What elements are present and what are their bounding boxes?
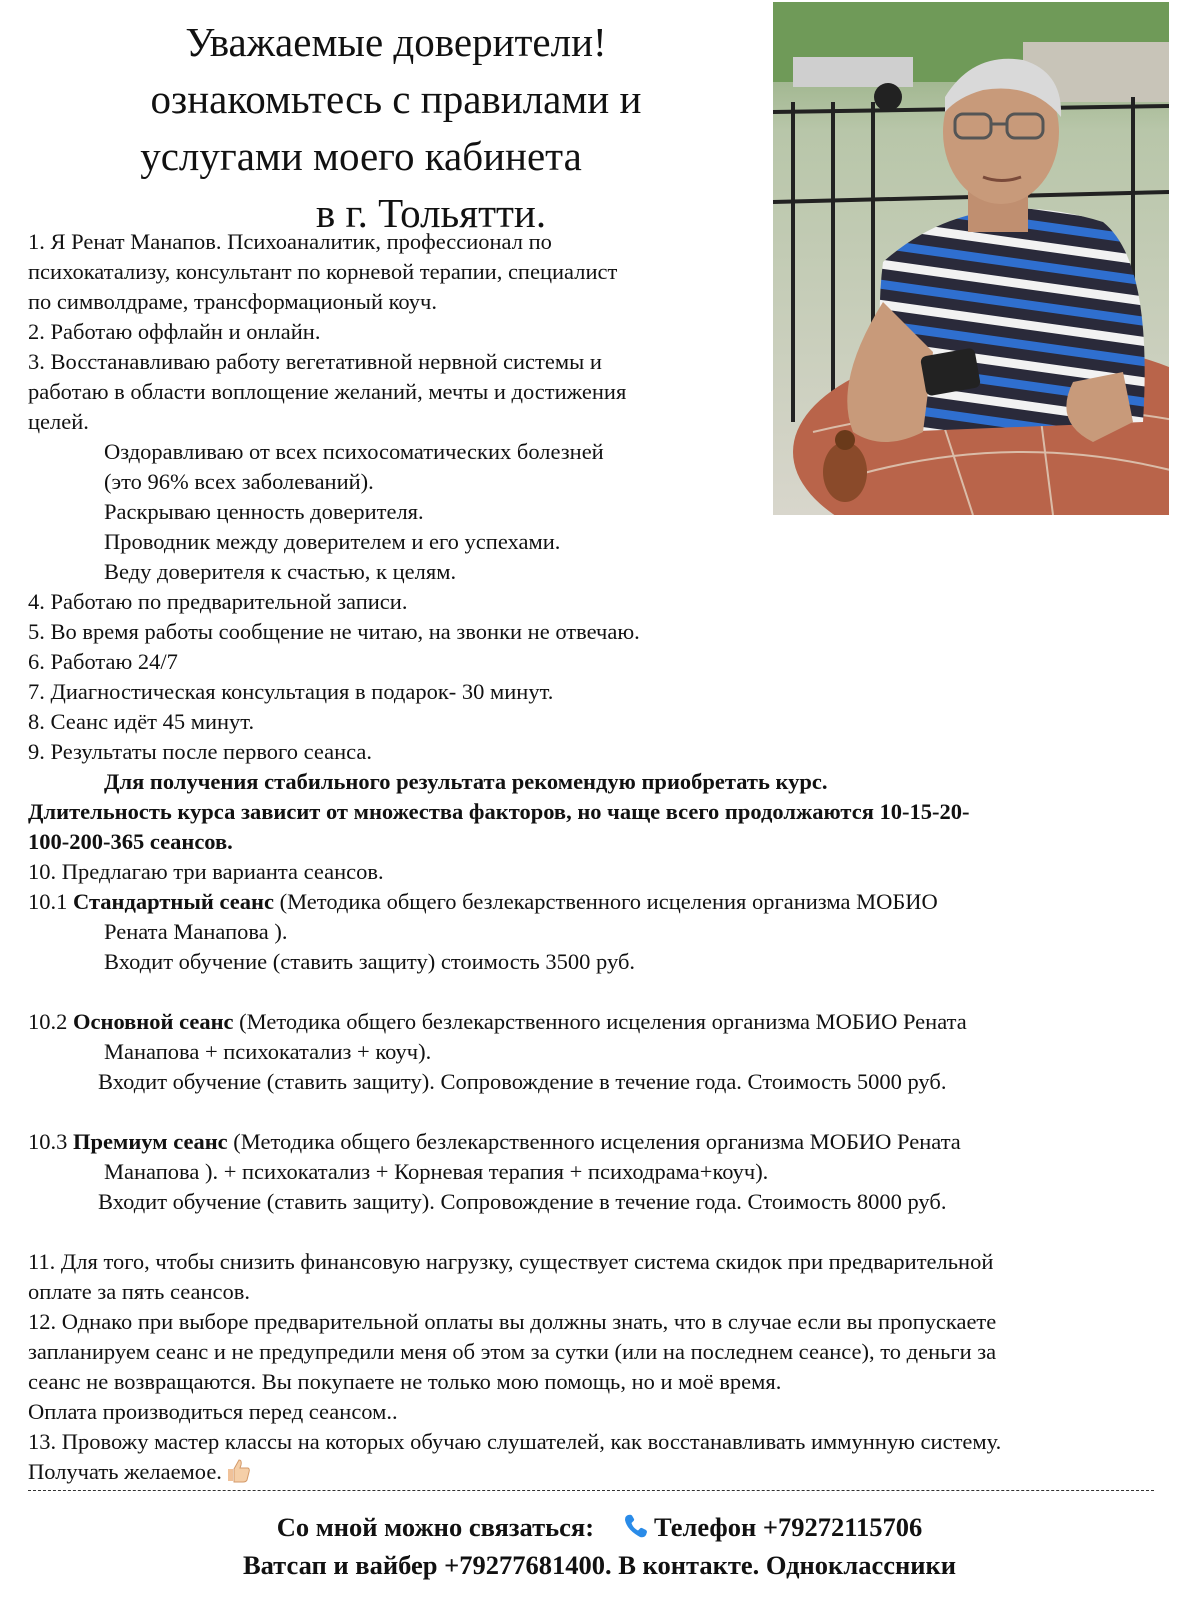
- item-2: 2. Работаю оффлайн и онлайн.: [28, 319, 321, 344]
- rule-item: 7. Диагностическая консультация в подарок- 30 минут.: [28, 679, 554, 704]
- phone-icon: [622, 1512, 650, 1540]
- title-line: Уважаемые доверители!: [185, 19, 607, 65]
- indented-line: Оздоравливаю от всех психосоматических болезней: [104, 439, 604, 464]
- thumbs-up-icon: [224, 1457, 252, 1493]
- session-details: Входит обучение (ставить защиту) стоимость 3500 руб.: [104, 949, 636, 974]
- session-details: Входит обучение (ставить защиту). Сопровождение в течение года. Стоимость 8000 руб.: [98, 1189, 947, 1214]
- session-number: 10.3: [28, 1129, 73, 1154]
- session-desc: Рената Манапова ).: [104, 919, 288, 944]
- session-name: Стандартный сеанс: [73, 889, 274, 914]
- rule-item: 9. Результаты после первого сеанса.: [28, 739, 373, 764]
- item-3-line: работаю в области воплощение желаний, мечты и достижения: [28, 379, 627, 404]
- indented-line: Раскрываю ценность доверителя.: [104, 499, 424, 524]
- title-line: ознакомьтесь с правилами и: [150, 76, 642, 122]
- item-1-line: по символдраме, трансформационый коуч.: [28, 289, 437, 314]
- session-name: Премиум сеанс: [73, 1129, 228, 1154]
- item-3-line: 3. Восстанавливаю работу вегетативной нервной системы и: [28, 349, 602, 374]
- session-desc: Манапова ). + психокатализ + Корневая терапия + психодрама+коуч).: [104, 1159, 769, 1184]
- rule-item: 4. Работаю по предварительной записи.: [28, 589, 408, 614]
- session-details: Входит обучение (ставить защиту). Сопровождение в течение года. Стоимость 5000 руб.: [98, 1069, 947, 1094]
- session-premium: [28, 1127, 1178, 1157]
- session-basic: [28, 1007, 1178, 1037]
- item-13-line: 13. Провожу мастер классы на которых обучаю слушателей, как восстанавливать иммунную систему.: [28, 1429, 1002, 1454]
- course-recommendation: Для получения стабильного результата рекомендую приобретать курс.: [104, 769, 828, 794]
- item-12-line: сеанс не возвращаются. Вы покупаете не только мою помощь, но и моё время.: [28, 1369, 782, 1394]
- session-desc: Манапова + психокатализ + коуч).: [104, 1039, 432, 1064]
- item-1-line: 1. Я Ренат Манапов. Психоаналитик, профессионал по: [28, 229, 552, 254]
- session-number: 10.2: [28, 1009, 73, 1034]
- course-duration: Длительность курса зависит от множества факторов, но чаще всего продолжаются 10-15-20-: [28, 799, 970, 824]
- session-name: Основной сеанс: [73, 1009, 234, 1034]
- contact-messengers[interactable]: Ватсап и вайбер +79277681400. В контакте. Одноклассники: [242, 1550, 957, 1580]
- course-duration: 100-200-365 сеансов.: [28, 829, 233, 854]
- session-number: 10.1: [28, 889, 73, 914]
- indented-line: Проводник между доверителем и его успехами.: [104, 529, 561, 554]
- item-12-line: запланируем сеанс и не предупредили меня об этом за сутки (или на последнем сеансе), то деньги за: [28, 1339, 997, 1364]
- sessions-intro: 10. Предлагаю три варианта сеансов.: [28, 859, 384, 884]
- item-13-text: Получать желаемое.: [28, 1459, 222, 1484]
- item-11-line: оплате за пять сеансов.: [28, 1279, 251, 1304]
- page-title: [28, 14, 764, 242]
- indented-line: (это 96% всех заболеваний).: [104, 469, 374, 494]
- session-desc: (Методика общего безлекарственного исцеления организма МОБИО: [273, 889, 938, 914]
- session-standard: [28, 887, 1178, 917]
- title-line: услугами моего кабинета: [140, 133, 582, 179]
- item-3-line: целей.: [28, 409, 89, 434]
- payment-note: Оплата производиться перед сеансом..: [28, 1399, 398, 1424]
- title-line: в г. Тольятти.: [315, 190, 547, 236]
- contact-lead: Со мной можно связаться:: [276, 1512, 595, 1542]
- item-13-line: [28, 1457, 1178, 1493]
- item-12-line: 12. Однако при выборе предварительной оплаты вы должны знать, что в случае если вы пропускаете: [28, 1309, 997, 1334]
- rule-item: 6. Работаю 24/7: [28, 649, 178, 674]
- contact-block: [0, 1508, 1199, 1584]
- session-desc: (Методика общего безлекарственного исцеления организма МОБИО Рената: [227, 1129, 961, 1154]
- rule-item: 5. Во время работы сообщение не читаю, на звонки не отвечаю.: [28, 619, 640, 644]
- rule-item: 8. Сеанс идёт 45 минут.: [28, 709, 255, 734]
- item-1-line: психокатализу, консультант по корневой терапии, специалист: [28, 259, 618, 284]
- indented-line: Веду доверителя к счастью, к целям.: [104, 559, 457, 584]
- session-desc: (Методика общего безлекарственного исцеления организма МОБИО Рената: [233, 1009, 967, 1034]
- contact-phone[interactable]: Телефон +79272115706: [654, 1512, 923, 1542]
- item-11-line: 11. Для того, чтобы снизить финансовую нагрузку, существует система скидок при предварительной: [28, 1249, 994, 1274]
- contact-line-1: [0, 1508, 1199, 1546]
- rules-text: [28, 227, 1178, 1493]
- divider: [28, 1490, 1154, 1491]
